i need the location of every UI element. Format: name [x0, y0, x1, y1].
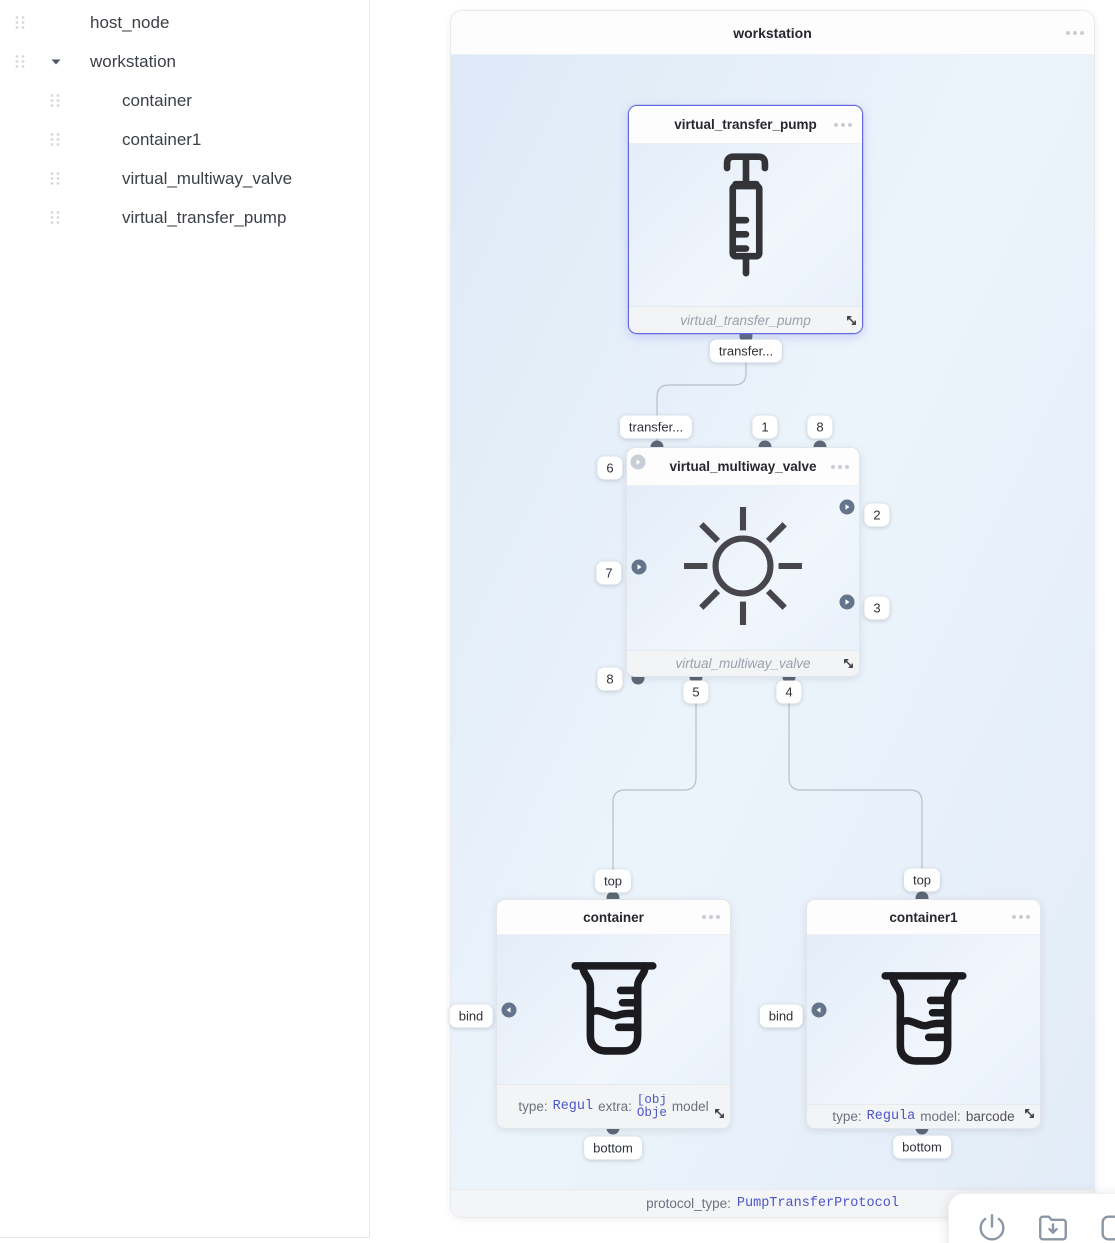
port-label-valve-5: 5	[683, 681, 708, 704]
model-value: barcode	[965, 1109, 1015, 1124]
beaker-icon	[562, 952, 666, 1067]
drag-handle-icon[interactable]	[14, 54, 26, 69]
canvas-toolbar	[948, 1193, 1115, 1243]
port-label-valve-1: 1	[752, 416, 777, 439]
drag-handle-icon[interactable]	[49, 132, 61, 147]
extra-value	[637, 1094, 667, 1120]
sidebar-item-host-node[interactable]	[0, 3, 369, 42]
node-header	[807, 900, 1040, 935]
node-header	[497, 900, 730, 935]
valve-icon	[682, 505, 804, 632]
sidebar-tree	[0, 0, 370, 1238]
node-virtual-transfer-pump[interactable]	[628, 105, 863, 334]
flow-canvas[interactable]	[370, 0, 1115, 1243]
node-body	[807, 935, 1040, 1104]
port-label-valve-8-bottom: 8	[597, 668, 622, 691]
type-label: type:	[518, 1099, 548, 1114]
node-body	[629, 144, 862, 306]
sidebar-item-virtual-multiway-valve[interactable]	[0, 159, 369, 198]
ellipsis-menu-icon[interactable]	[831, 465, 849, 469]
type-label: type:	[832, 1109, 862, 1124]
file-icon[interactable]	[1097, 1211, 1115, 1243]
ellipsis-menu-icon[interactable]	[834, 123, 852, 127]
group-title: workstation	[733, 24, 812, 41]
model-label: model	[671, 1099, 709, 1114]
extra-value-line1: [obj	[636, 1093, 667, 1107]
node-container[interactable]	[496, 899, 731, 1129]
node-footer-label: virtual_multiway_valve	[675, 656, 811, 671]
extra-value-line2: Obje	[636, 1105, 667, 1120]
node-container1[interactable]	[806, 899, 1041, 1129]
port-label-container1-bind: bind	[760, 1005, 803, 1028]
ellipsis-menu-icon[interactable]	[1012, 915, 1030, 919]
port-label-container-top: top	[595, 870, 631, 893]
port-label-valve-3: 3	[864, 597, 889, 620]
beaker-icon	[872, 962, 976, 1077]
sidebar-item-container1[interactable]	[0, 120, 369, 159]
node-header	[629, 106, 862, 144]
protocol-type-value: PumpTransferProtocol	[736, 1196, 899, 1211]
group-header	[451, 11, 1094, 55]
protocol-type-label: protocol_type:	[646, 1196, 731, 1211]
type-value: Regula	[866, 1109, 916, 1124]
port-valve-2[interactable]	[840, 500, 855, 515]
resize-icon[interactable]	[713, 1107, 726, 1125]
port-valve-6[interactable]	[631, 455, 646, 470]
drag-handle-icon[interactable]	[49, 171, 61, 186]
port-container-bind[interactable]	[502, 1003, 517, 1018]
node-header	[627, 448, 859, 486]
tree-item-label: container	[122, 90, 192, 110]
drag-handle-icon[interactable]	[49, 93, 61, 108]
sidebar-item-virtual-transfer-pump[interactable]	[0, 198, 369, 237]
port-label-valve-8-top: 8	[807, 416, 832, 439]
node-title: container1	[889, 909, 958, 925]
port-label-valve-4: 4	[776, 681, 801, 704]
extra-label: extra:	[598, 1099, 632, 1114]
port-label-valve-transfer: transfer...	[620, 416, 692, 439]
sidebar-item-workstation[interactable]	[0, 42, 369, 81]
ellipsis-menu-icon[interactable]	[1066, 31, 1084, 35]
node-footer	[497, 1084, 730, 1128]
port-label-valve-6: 6	[597, 457, 622, 480]
node-body	[627, 486, 859, 650]
tree-item-label: workstation	[90, 51, 176, 71]
caret-down-icon[interactable]	[50, 58, 62, 66]
node-title: virtual_multiway_valve	[669, 459, 817, 474]
port-label-valve-2: 2	[864, 504, 889, 527]
port-label-container1-bottom: bottom	[893, 1136, 951, 1159]
node-title: container	[583, 909, 644, 925]
port-label-container-bind: bind	[450, 1005, 493, 1028]
tree-item-label: container1	[122, 129, 202, 149]
port-container1-bind[interactable]	[812, 1003, 827, 1018]
syringe-icon	[717, 152, 775, 299]
resize-icon[interactable]	[1023, 1107, 1036, 1125]
tree-item-label: virtual_multiway_valve	[122, 168, 293, 188]
ellipsis-menu-icon[interactable]	[702, 915, 720, 919]
port-label-pump-transfer: transfer...	[710, 340, 782, 363]
port-label-valve-7: 7	[596, 562, 621, 585]
node-body	[497, 935, 730, 1084]
node-title: virtual_transfer_pump	[674, 117, 817, 132]
type-value: Regul	[552, 1099, 594, 1114]
drag-handle-icon[interactable]	[14, 15, 26, 30]
sidebar-item-container[interactable]	[0, 81, 369, 120]
tree-item-label: host_node	[90, 12, 170, 32]
port-valve-7[interactable]	[632, 560, 647, 575]
resize-icon[interactable]	[842, 657, 855, 673]
tree-item-label: virtual_transfer_pump	[122, 207, 287, 227]
resize-icon[interactable]	[845, 314, 858, 330]
model-label: model:	[920, 1109, 961, 1124]
port-valve-3[interactable]	[840, 595, 855, 610]
port-label-container1-top: top	[904, 869, 940, 892]
node-footer-label: virtual_transfer_pump	[680, 312, 811, 328]
folder-download-icon[interactable]	[1036, 1211, 1070, 1243]
drag-handle-icon[interactable]	[49, 210, 61, 225]
power-icon[interactable]	[975, 1211, 1009, 1243]
node-footer	[807, 1104, 1040, 1128]
node-virtual-multiway-valve[interactable]	[626, 447, 860, 677]
node-footer	[629, 306, 862, 333]
port-label-container-bottom: bottom	[584, 1137, 642, 1160]
node-footer	[627, 650, 859, 676]
